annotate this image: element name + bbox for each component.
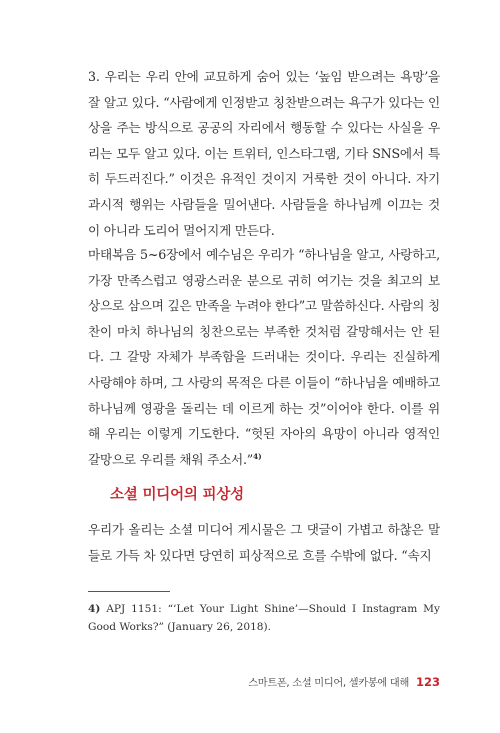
footnote-divider: [88, 591, 170, 592]
footnote-text: APJ 1151: “‘Let Your Light Shine’—Should I Instagram My Good Works?” (January 26, 2018).: [88, 603, 440, 633]
body-paragraph-3: 우리가 올리는 소셜 미디어 게시물은 그 댓글이 가볍고 하찮은 말들로 가득 차 있다면 당연히 피상적으로 흐를 수밖에 없다. “속지: [88, 522, 440, 563]
paragraph-2-text: 마태복음 5~6장에서 예수님은 우리가 “하나님을 알고, 사랑하고, 가장 만족스럽고 영광스러운 분으로 귀히 여기는 것을 최고의 보상으로 삼으며 깊은 만족을 누려야 한다”고 말씀하신다. 사람의 칭찬이 마치 하나님의 칭찬으로는 부족한 것처럼 갈망해서는 안 된다. 그 갈망 자체가 부족함을 드러내는 것이다. 우리는 진실하게 사랑해야 하며, 그 사랑의 목적은 다른 이들이 “하나님을 예배하고 하나님께 영광을 돌리는 데 이르게 하는 것”이어야 한다. 이를 위해 우리는 이렇게 기도한다. “헛된 자아의 욕망이 아니라 영적인 갈망으로 우리를 채워 주소서.”: [88, 247, 440, 467]
page-footer: [236, 671, 440, 690]
page-number: 123: [415, 675, 440, 689]
footnote: [88, 601, 440, 636]
footnote-reference: 4): [253, 451, 262, 461]
section-heading: 소셜 미디어의 피상성: [110, 487, 244, 503]
body-paragraph-2: [88, 242, 440, 472]
body-paragraph-1: 3. 우리는 우리 안에 교묘하게 숨어 있는 ‘높임 받으려는 욕망’을 잘 알고 있다. “사람에게 인정받고 칭찬받으려는 욕구가 있다는 인상을 주는 방식으로 공공의 자리에서 행동할 수 있다는 사실을 우리는 모두 알고 있다. 이는 트위터, 인스타그램, 기타 SNS에서 특히 두드러진다.” 이것은 유적인 것이지 거룩한 것이 아니다. 자기 과시적 행위는 사람들을 밀어낸다. 사람들을 하나님께 이끄는 것이 아니라 도리어 멀어지게 만든다.: [88, 69, 440, 238]
footnote-number: 4): [88, 603, 101, 615]
running-head: 스마트폰, 소셜 미디어, 셀카봉에 대해: [248, 678, 409, 689]
